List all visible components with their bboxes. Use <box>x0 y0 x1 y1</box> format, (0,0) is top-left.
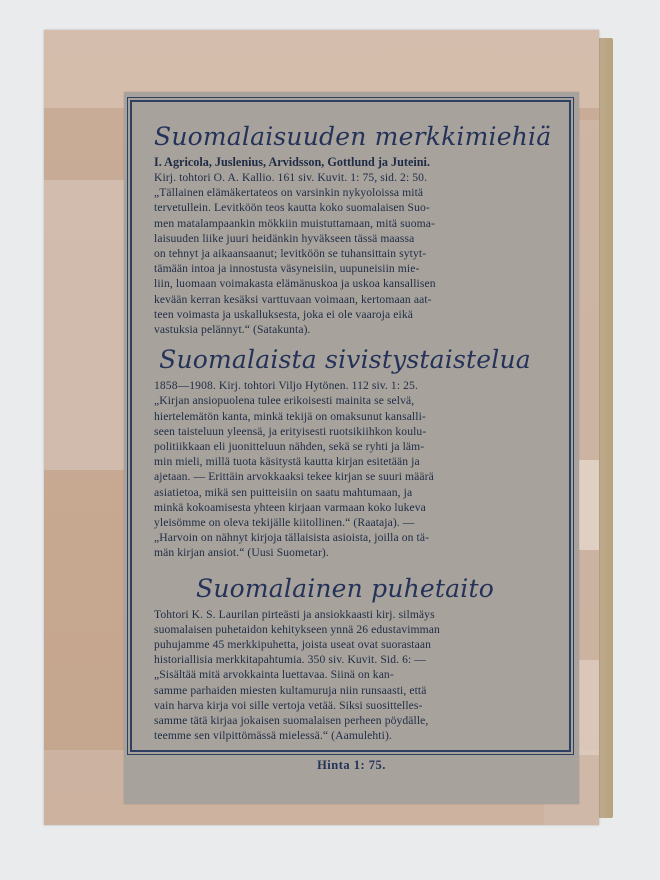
text-line: „Harvoin on nähnyt kirjoja tällaisista asioista, joilla on tä- <box>154 531 430 545</box>
text-line: vastuksia pelännyt.“ (Satakunta). <box>154 323 311 337</box>
text-line: yleisömme on oleva tekijälle kiitollinen.“ (Raataja). — <box>154 516 415 530</box>
text-line: hiertelemätön kanta, minkä tekijä on omaksunut kansalli- <box>154 409 426 423</box>
section-title: Suomalainen puhetaito <box>196 573 494 603</box>
text-line: samme tätä kirjaa jokaisen suomalaisen perheen pöydälle, <box>154 714 429 728</box>
text-line: „Tällainen elämäkertateos on varsinkin nykyoloissa mitä <box>154 186 424 200</box>
text-line: men matalampaankin mökkiin muistuttamaan, mitä suoma- <box>154 216 435 230</box>
text-line: tämään intoa ja innostusta väsyneisiin, uupuneisiin mie- <box>154 262 420 276</box>
text-line: 1858—1908. Kirj. tohtori Viljo Hytönen. 112 siv. 1: 25. <box>154 379 418 393</box>
text-line: teemme sen vilpittömässä mielessä.“ (Aamulehti). <box>154 729 392 743</box>
text-line: ajetaan. — Erittäin arvokkaaksi tekee kirjan se suuri määrä <box>154 470 434 484</box>
advert-content <box>154 122 552 744</box>
text-line: Kirj. tohtori O. A. Kallio. 161 siv. Kuvit. 1: 75, sid. 2: 50. <box>154 171 428 184</box>
text-line: politiikkaan eli juonitteluun nähden, sekä se ryhti ja läm- <box>154 440 425 454</box>
text-line: min mieli, millä tuota käsitystä kautta kirjan esitetään ja <box>154 455 420 469</box>
section-subtitle: I. Agricola, Juslenius, Arvidsson, Gottlund ja Juteini. <box>154 155 430 169</box>
text-line: minkä kokoamisesta yhteen kirjaan varmaan koko lukeva <box>154 500 426 514</box>
text-line: samme parhaiden miesten kultamuruja niin runsaasti, että <box>154 683 427 697</box>
price-label: Hinta 1: 75. <box>317 758 386 772</box>
advert-label <box>124 92 579 804</box>
text-line: seen taisteluun yleensä, ja erityisesti ruotsikiihkon koulu- <box>154 424 427 438</box>
text-line: liin, luomaan voimakasta elämänuskoa ja uskoa kansallisen <box>154 277 436 291</box>
text-line: vain harva kirja voi sille vertoja vetää. Siksi suosittelles- <box>154 698 423 712</box>
text-line: Tohtori K. S. Laurilan pirteästi ja ansiokkaasti kirj. silmäys <box>154 607 435 621</box>
text-line: on tehnyt ja aikaansaanut; levitköön se tuhansittain sytyt- <box>154 247 427 261</box>
text-line: kevään kerran kesäksi varttuvaan voimaan, kertomaan aat- <box>154 292 432 306</box>
text-line: puhujamme 45 merkkipuhetta, joista useat ovat suorastaan <box>154 638 432 652</box>
text-line: suomalaisen puhetaidon kehitykseen ynnä 26 edustavimman <box>154 622 440 636</box>
section-title: Suomalaisuuden merkkimiehiä <box>154 122 552 151</box>
text-line: asiatietoa, mikä sen puitteisiin on saatu mahtumaan, ja <box>154 485 413 499</box>
text-line: „Sisältää mitä arvokkainta luettavaa. Siinä on kan- <box>154 668 394 682</box>
text-line: laisuuden liike juuri heidänkin hyväkseen tässä maassa <box>154 231 415 245</box>
text-line: män kirjan ansiot.“ (Uusi Suometar). <box>154 546 329 560</box>
section-title: Suomalaista sivistystaistelua <box>159 345 531 375</box>
text-line: „Kirjan ansiopuolena tulee erikoisesti mainita se selvä, <box>154 394 415 408</box>
text-line: historiallisia merkkitapahtumia. 350 siv. Kuvit. Sid. 6: — <box>154 653 427 667</box>
text-line: tervetullein. Levitköön teos kautta koko suomalaisen Suo- <box>154 201 430 215</box>
text-line: teen voimasta ja uskalluksesta, joka ei ole vaaroja eikä <box>154 307 413 321</box>
